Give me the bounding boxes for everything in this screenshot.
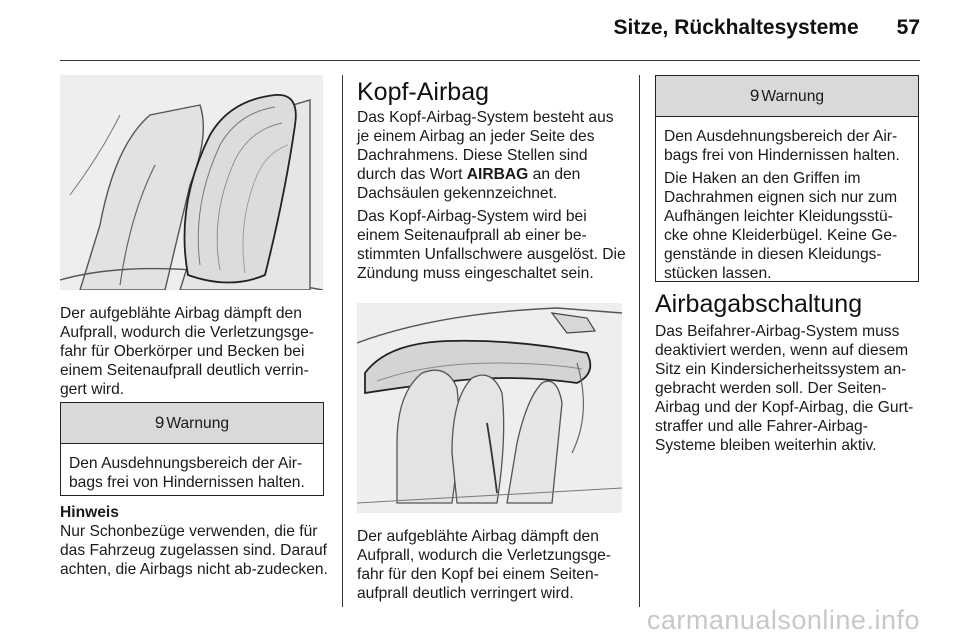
warning-icon: 9	[154, 413, 165, 432]
left-column-text	[60, 304, 328, 403]
warning-title: Warnung	[761, 88, 825, 105]
warning-body	[61, 444, 323, 504]
section-title: Sitze, Rückhaltesysteme	[613, 16, 859, 39]
warning-header	[61, 403, 323, 444]
hint-title: Hinweis	[60, 504, 119, 521]
head-airbag-illustration	[357, 303, 622, 513]
paragraph-text: an den Dachsäulen gekennzeichnet.	[357, 166, 581, 202]
middle-image-caption-block	[357, 527, 629, 607]
middle-column	[357, 78, 629, 287]
warning-box-right	[655, 75, 919, 282]
heading-airbagabschaltung: Airbagabschaltung	[655, 290, 863, 318]
right-column	[655, 290, 923, 459]
page-header	[614, 16, 920, 40]
paragraph-text: Das Kopf-Airbag-System besteht aus je einem Airbag an jeder Seite des Dachrahmens. Diese Stellen sind durch das Wort	[357, 109, 614, 183]
warning-paragraph-1: Den Ausdehnungsbereich der Air-bags frei von Hindernissen halten.	[664, 128, 900, 164]
column-divider-left	[342, 75, 343, 607]
warning-box-left	[60, 402, 324, 496]
page-number: 57	[896, 16, 920, 39]
warning-body	[656, 117, 918, 295]
column-divider-right	[639, 75, 640, 607]
warning-text: Den Ausdehnungsbereich der Air-bags frei von Hindernissen halten.	[69, 455, 305, 491]
watermark: carmanualsonline.info	[646, 605, 920, 635]
airbag-keyword: AIRBAG	[466, 166, 529, 183]
airbagabschaltung-paragraph: Das Beifahrer-Airbag-System muss deaktiviert werden, wenn auf diesem Sitz ein Kindersicherheitssystem an-gebracht werden soll. Der Seiten-Airbag und der Kopf-Airbag, die Gurt-straffer und alle Fahrer-Airbag-Systeme bleiben weiterhin aktiv.	[655, 323, 914, 454]
warning-header	[656, 76, 918, 117]
warning-title: Warnung	[166, 415, 230, 432]
hint-section	[60, 503, 328, 583]
warning-icon: 9	[749, 86, 760, 105]
kopf-airbag-paragraph-2: Das Kopf-Airbag-System wird bei einem Seitenaufprall ab einer be-stimmten Unfallschwere ausgelöst. Die Zündung muss eingeschaltet sein.	[357, 208, 626, 282]
left-image-caption: Der aufgeblähte Airbag dämpft den Aufprall, wodurch die Verletzungsge-fahr für Oberkörper und Becken bei einem Seitenaufprall deutlich verrin-gert wird.	[60, 305, 314, 398]
middle-image-caption: Der aufgeblähte Airbag dämpft den Aufprall, wodurch die Verletzungsge-fahr für den Kopf bei einem Seiten-aufprall deutlich verringert wird.	[357, 528, 611, 602]
header-rule	[60, 60, 920, 61]
kopf-airbag-paragraph-1	[357, 108, 629, 203]
heading-kopf-airbag: Kopf-Airbag	[357, 78, 490, 106]
warning-paragraph-2: Die Haken an den Griffen im Dachrahmen eignen sich nur zum Aufhängen leichter Kleidungsstü-cke ohne Kleiderbügel. Keine Ge-genstände in diesen Kleidungs-stücken lassen.	[664, 170, 898, 282]
seat-airbag-illustration	[60, 75, 323, 290]
hint-text: Nur Schonbezüge verwenden, die für das Fahrzeug zugelassen sind. Darauf achten, die Airbags nicht ab-zudecken.	[60, 523, 328, 578]
